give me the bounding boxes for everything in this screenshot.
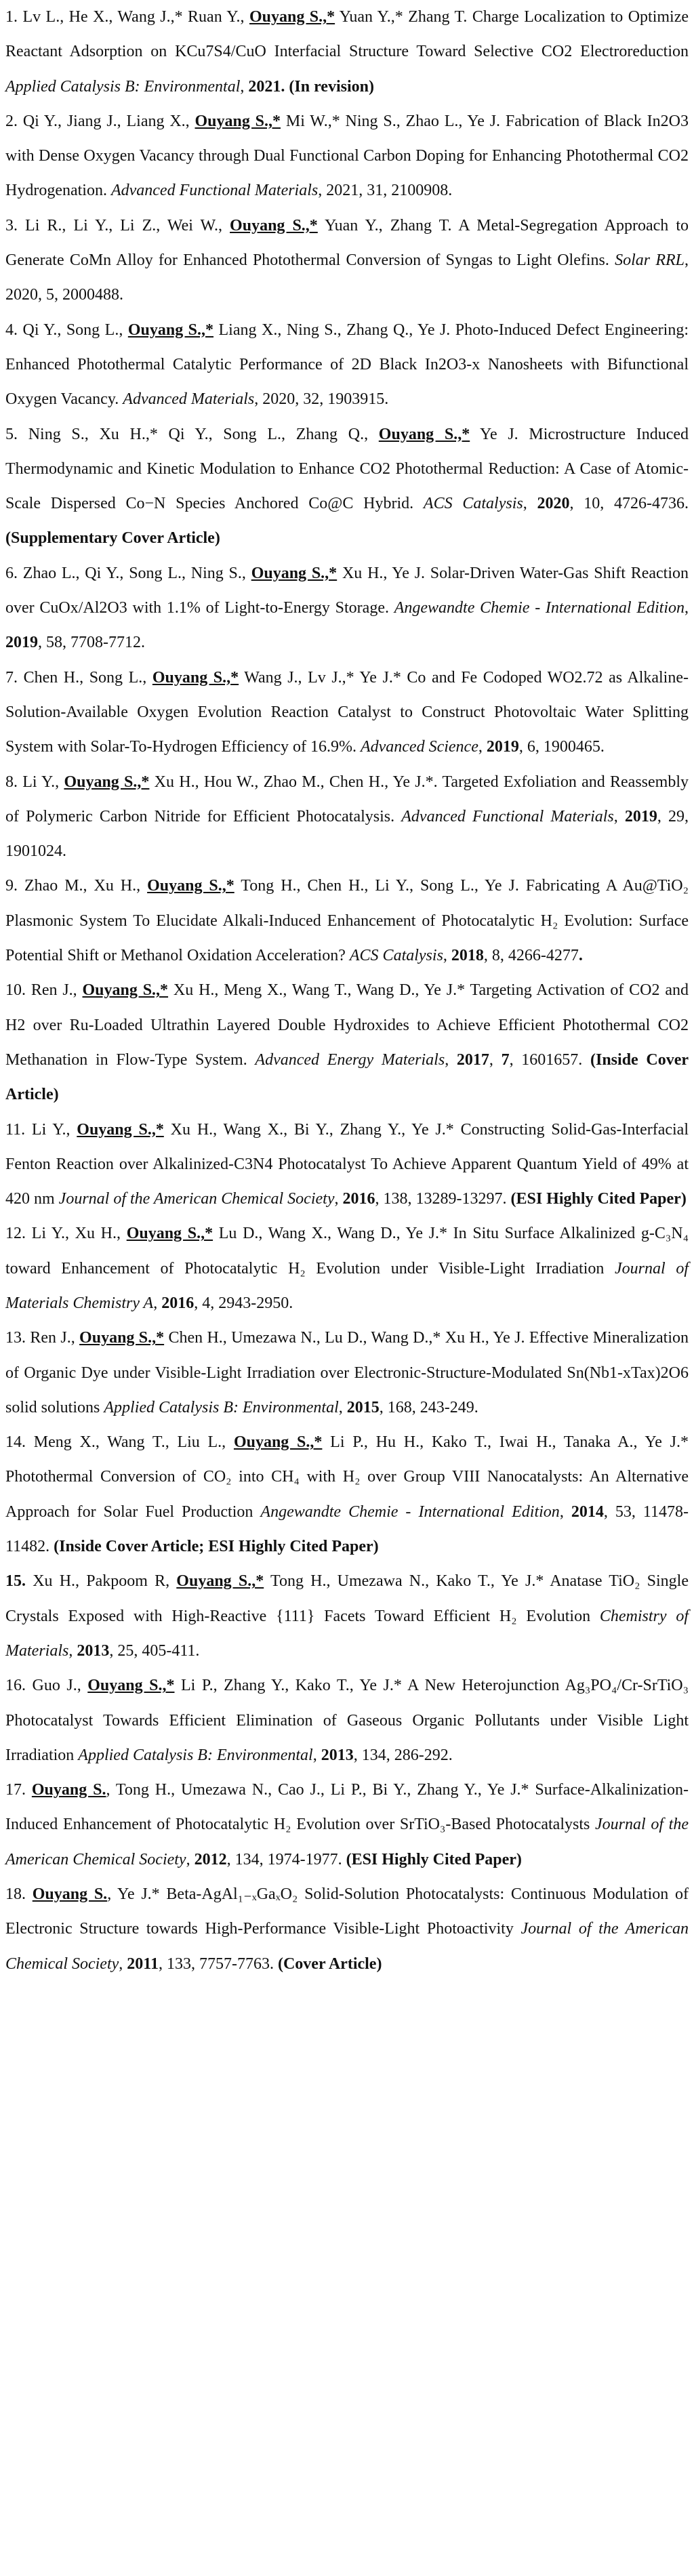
publication-text-segment: , 53, 11478-11482. [5, 1502, 689, 1556]
publication-item [5, 417, 689, 556]
author-highlight: Ouyang S.,* [176, 1572, 264, 1591]
journal-name: ACS Catalysis [423, 495, 523, 513]
journal-name: Chemistry of Materials [5, 1607, 689, 1660]
publication-text-segment: , 8, 4266-4277 [483, 947, 579, 965]
journal-name: Advanced Science [360, 738, 478, 756]
author-highlight: Ouyang S.,* [233, 1433, 323, 1452]
journal-name: Advanced Energy Materials [255, 1050, 445, 1069]
journal-name: Journal of the American Chemical Society [5, 1816, 689, 1868]
publication-note: (In revision) [289, 77, 374, 96]
author-highlight: Ouyang S. [31, 1781, 106, 1799]
publication-year: 2015 [346, 1398, 380, 1416]
publication-text-segment: , [312, 1746, 321, 1764]
publication-text-segment: , 1601657. [509, 1050, 590, 1069]
author-highlight: Ouyang S.,* [251, 564, 338, 582]
publication-note: (Supplementary Cover Article) [5, 529, 220, 548]
publication-year: 2021. [248, 77, 285, 96]
publication-text-segment: , 134, 1974-1977. [226, 1850, 346, 1868]
publication-text-segment: . [578, 947, 583, 965]
publication-text-segment: Xu H., Meng X., Wang T., Wang D., Ye J.* Targeting Activation of CO2 and H2 over Ru-Loaded Ultrathin Layered Double Hydroxides to Achieve Efficient Photothermal CO2 Methanation in Flow-Type System. [5, 981, 689, 1069]
journal-name: ACS Catalysis [349, 947, 443, 965]
publication-text-segment: , 2020, 32, 1903915. [254, 390, 389, 409]
publication-item [5, 1773, 689, 1877]
publication-text-segment: 11. Li Y., [5, 1120, 77, 1139]
publication-text-segment: Li P., Zhang Y., Kako T., Ye J.* A New Heterojunction Ag₃PO₄/Cr-SrTiO₃ Photocatalyst Towards Efficient Elimination of Gaseous Organic Pollutants under Visible Light Irradiation [5, 1677, 689, 1764]
publication-text-segment: Xu H., Ye J. Solar-Driven Water-Gas Shift Reaction over CuOx/Al2O3 with 1.1% of Light-to-Energy Storage. [5, 564, 689, 617]
publication-year: 2020 [537, 495, 570, 513]
publication-text-segment: , 2021, 31, 2100908. [318, 182, 453, 200]
author-highlight: Ouyang S.,* [77, 1120, 164, 1139]
publication-text-segment: , 134, 286-292. [353, 1746, 453, 1764]
publication-text-segment: , [478, 738, 487, 756]
publication-year: 2019 [486, 738, 519, 756]
author-highlight: Ouyang S.,* [79, 1329, 165, 1347]
journal-name: Journal of Materials Chemistry A [5, 1259, 689, 1312]
publication-note: (ESI Highly Cited Paper) [510, 1190, 687, 1208]
publication-year: 2013 [77, 1641, 110, 1660]
publication-text-segment: Yuan Y.,* Zhang T. Charge Localization to Optimize Reactant Adsorption on KCu7S4/CuO Interfacial Structure Toward Selective CO2 Electroreduction [5, 8, 689, 61]
publication-text-segment: , [153, 1294, 162, 1312]
publication-item [5, 1877, 689, 1982]
publication-text-segment: , [443, 947, 451, 965]
publication-text-segment: , 133, 7757-7763. [158, 1955, 278, 1973]
publication-text-segment: Xu H., Pakpoom R, [26, 1572, 177, 1591]
publication-note: (Inside Cover Article) [5, 1050, 689, 1104]
publication-text-segment: Liang X., Ning S., Zhang Q., Ye J. Photo-Induced Defect Engineering: Enhanced Photothermal Catalytic Performance of 2D Black In2O3-x Nanosheets with Bifunctional Oxygen Vacancy. [5, 321, 689, 409]
publication-text-segment: , [240, 77, 249, 96]
publication-year: 2012 [194, 1850, 227, 1868]
publication-text-segment: , [489, 1050, 502, 1069]
author-highlight: Ouyang S.,* [230, 216, 318, 234]
publication-text-segment: , [119, 1955, 127, 1973]
author-highlight: Ouyang S.,* [378, 425, 470, 443]
journal-name: Advanced Materials [123, 390, 255, 409]
author-highlight: Ouyang S.,* [126, 1225, 213, 1243]
journal-name: Journal of the American Chemical Society [58, 1190, 335, 1208]
publication-text-segment: 17. [5, 1781, 32, 1799]
publication-item [5, 1217, 689, 1321]
publication-text-segment: 8. Li Y., [5, 773, 64, 791]
publication-text-segment: , [685, 599, 689, 617]
publication-text-segment: Wang J., Lv J.,* Ye J.* Co and Fe Codoped WO2.72 as Alkaline-Solution-Available Oxygen Evolution Reaction Catalyst to Construct Photovoltaic Water Splitting System with Solar-To-Hydrogen Efficiency of 16.9%. [5, 668, 689, 756]
publication-text-segment: , 2020, 5, 2000488. [5, 251, 689, 304]
publication-year: 2019 [624, 807, 657, 825]
journal-name: Solar RRL [615, 251, 685, 270]
publication-year: 2011 [127, 1955, 159, 1973]
publication-text-segment: , [559, 1502, 571, 1521]
publication-volume: 7 [501, 1050, 510, 1069]
publication-text-segment: 10. Ren J., [5, 981, 83, 1000]
publication-text-segment: 1. Lv L., He X., Wang J.,* Ruan Y., [5, 8, 249, 26]
publication-text-segment: 9. Zhao M., Xu H., [5, 877, 148, 895]
publication-text-segment: Chen H., Umezawa N., Lu D., Wang D.,* Xu H., Ye J. Effective Mineralization of Organic Dye under Visible-Light Irradiation over Electronic-Structure-Modulated Sn(Nb1-xTax)2O6 solid solutions [5, 1329, 689, 1416]
publication-text-segment: , 10, 4726-4736. [569, 495, 689, 513]
author-highlight: Ouyang S.,* [127, 321, 214, 339]
publication-item [5, 1321, 689, 1425]
publication-text-segment: , 138, 13289-13297. [375, 1190, 511, 1208]
publication-text-segment: 16. Guo J., [5, 1677, 88, 1695]
publication-text-segment: 14. Meng X., Wang T., Liu L., [5, 1433, 234, 1452]
publication-year: 2017 [456, 1050, 489, 1069]
publication-text-segment: , 6, 1900465. [518, 738, 605, 756]
publication-text-segment: Lu D., Wang X., Wang D., Ye J.* In Situ Surface Alkalinized g-C₃N₄ toward Enhancement of Photocatalytic H₂ Evolution under Visible-Light Irradiation [5, 1225, 689, 1277]
author-highlight: Ouyang S.,* [82, 981, 169, 1000]
publication-text-segment: 4. Qi Y., Song L., [5, 321, 128, 339]
publication-note: (ESI Highly Cited Paper) [346, 1850, 522, 1868]
publication-year: 2013 [321, 1746, 354, 1764]
journal-name: Applied Catalysis B: Environmental [5, 77, 241, 96]
publication-text-segment: , [523, 495, 537, 513]
journal-name: Applied Catalysis B: Environmental [78, 1746, 313, 1764]
publication-item [5, 1425, 689, 1564]
publication-item [5, 104, 689, 209]
publication-text-segment: 2. Qi Y., Jiang J., Liang X., [5, 112, 195, 130]
publication-text-segment: Mi W.,* Ning S., Zhao L., Ye J. Fabrication of Black In2O3 with Dense Oxygen Vacancy through Dual Functional Carbon Doping for Enhancing Photothermal CO2 Hydrogenation. [5, 112, 689, 200]
publication-year: 2018 [451, 947, 484, 965]
publication-list [5, 0, 689, 1982]
publication-year: 2016 [342, 1190, 375, 1208]
author-highlight: Ouyang S.,* [195, 112, 281, 130]
publication-text-segment: 5. Ning S., Xu H.,* Qi Y., Song L., Zhang Q., [5, 425, 379, 443]
journal-name: Advanced Functional Materials [110, 182, 319, 200]
publication-year: 2016 [161, 1294, 195, 1312]
publication-text-segment: , [445, 1050, 457, 1069]
publication-item [5, 973, 689, 1112]
author-highlight: Ouyang S.,* [64, 773, 150, 791]
publication-number: 15. [5, 1572, 26, 1591]
publication-item [5, 313, 689, 417]
publication-text-segment: Xu H., Wang X., Bi Y., Zhang Y., Ye J.* Constructing Solid-Gas-Interfacial Fenton Reaction over Alkalinized-C3N4 Photocatalyst To Achieve Apparent Quantum Yield of 49% at 420 nm [5, 1120, 689, 1208]
publication-item [5, 1564, 689, 1669]
publication-note: (Cover Article) [277, 1955, 382, 1973]
publication-text-segment: , 25, 405-411. [109, 1641, 200, 1660]
publication-text-segment: Xu H., Hou W., Zhao M., Chen H., Ye J.*. Targeted Exfoliation and Reassembly of Polymeric Carbon Nitride for Efficient Photocatalysis. [5, 773, 689, 825]
journal-name: Applied Catalysis B: Environmental [104, 1398, 339, 1416]
journal-name: Advanced Functional Materials [401, 807, 614, 825]
publication-item [5, 869, 689, 973]
publication-text-segment: 7. Chen H., Song L., [5, 668, 152, 687]
publication-text-segment: 13. Ren J., [5, 1329, 80, 1347]
journal-name: Journal of the American Chemical Society [5, 1920, 689, 1973]
journal-name: Angewandte Chemie - International Edition [394, 599, 685, 617]
author-highlight: Ouyang S.,* [87, 1677, 175, 1695]
publication-text-segment: , 168, 243-249. [379, 1398, 478, 1416]
publication-text-segment: , [68, 1641, 77, 1660]
publication-text-segment: , 29, 1901024. [5, 807, 689, 861]
publication-item [5, 1113, 689, 1217]
publication-text-segment: , [338, 1398, 347, 1416]
publication-text-segment: , 4, 2943-2950. [194, 1294, 293, 1312]
publication-text-segment: 12. Li Y., Xu H., [5, 1225, 127, 1243]
author-highlight: Ouyang S. [32, 1885, 108, 1904]
publication-text-segment: , 58, 7708-7712. [38, 634, 145, 652]
publication-item [5, 556, 689, 661]
publication-text-segment: , [613, 807, 625, 825]
publication-year: 2019 [5, 634, 38, 652]
publication-text-segment: , Ye J.* Beta-AgAl₁₋ₓGaₓO₂ Solid-Solution Photocatalysts: Continuous Modulation of Electronic Structure towards High-Performance Visible-Light Photoactivity [5, 1885, 689, 1938]
publication-text-segment: Li P., Hu H., Kako T., Iwai H., Tanaka A., Ye J.* Photothermal Conversion of CO₂ into CH₄ with H₂ over Group VIII Nanocatalysts: An Alternative Approach for Solar Fuel Production [5, 1433, 689, 1521]
publication-text-segment: Yuan Y., Zhang T. A Metal-Segregation Approach to Generate CoMn Alloy for Enhanced Photothermal Conversion of Syngas to Light Olefins. [5, 216, 689, 270]
publication-text-segment: Ye J. Microstructure Induced Thermodynamic and Kinetic Modulation to Enhance CO2 Photothermal Reduction: A Case of Atomic-Scale Dispersed Co−N Species Anchored Co@C Hybrid. [5, 425, 689, 513]
publication-text-segment: 18. [5, 1885, 33, 1904]
publication-item [5, 765, 689, 870]
publication-text-segment: 3. Li R., Li Y., Li Z., Wei W., [5, 216, 230, 234]
publication-text-segment: , Tong H., Umezawa N., Cao J., Li P., Bi Y., Zhang Y., Ye J.* Surface-Alkalinization-Induced Enhancement of Photocatalytic H₂ Evolution over SrTiO₃-Based Photocatalysts [5, 1781, 689, 1834]
publication-item [5, 0, 689, 104]
publication-text-segment: , [334, 1190, 343, 1208]
journal-name: Angewandte Chemie - International Edition [260, 1502, 560, 1521]
publication-text-segment: 6. Zhao L., Qi Y., Song L., Ning S., [5, 564, 251, 582]
author-highlight: Ouyang S.,* [249, 8, 335, 26]
publication-note: (Inside Cover Article; ESI Highly Cited Paper) [54, 1538, 379, 1556]
publication-text-segment: Tong H., Umezawa N., Kako T., Ye J.* Anatase TiO₂ Single Crystals Exposed with High-Reactive {111} Facets Toward Efficient H₂ Evolution [5, 1572, 689, 1625]
publication-text-segment: Tong H., Chen H., Li Y., Song L., Ye J. Fabricating A Au@TiO₂ Plasmonic System To Elucidate Alkali-Induced Enhancement of Photocatalytic H₂ Evolution: Surface Potential Shift or Methanol Oxidation Acceleration? [5, 877, 689, 965]
publication-item [5, 209, 689, 313]
author-highlight: Ouyang S.,* [147, 877, 234, 895]
publication-text-segment: , [186, 1850, 195, 1868]
publication-item [5, 661, 689, 765]
author-highlight: Ouyang S.,* [152, 668, 239, 687]
publication-year: 2014 [571, 1502, 604, 1521]
publication-item [5, 1669, 689, 1773]
